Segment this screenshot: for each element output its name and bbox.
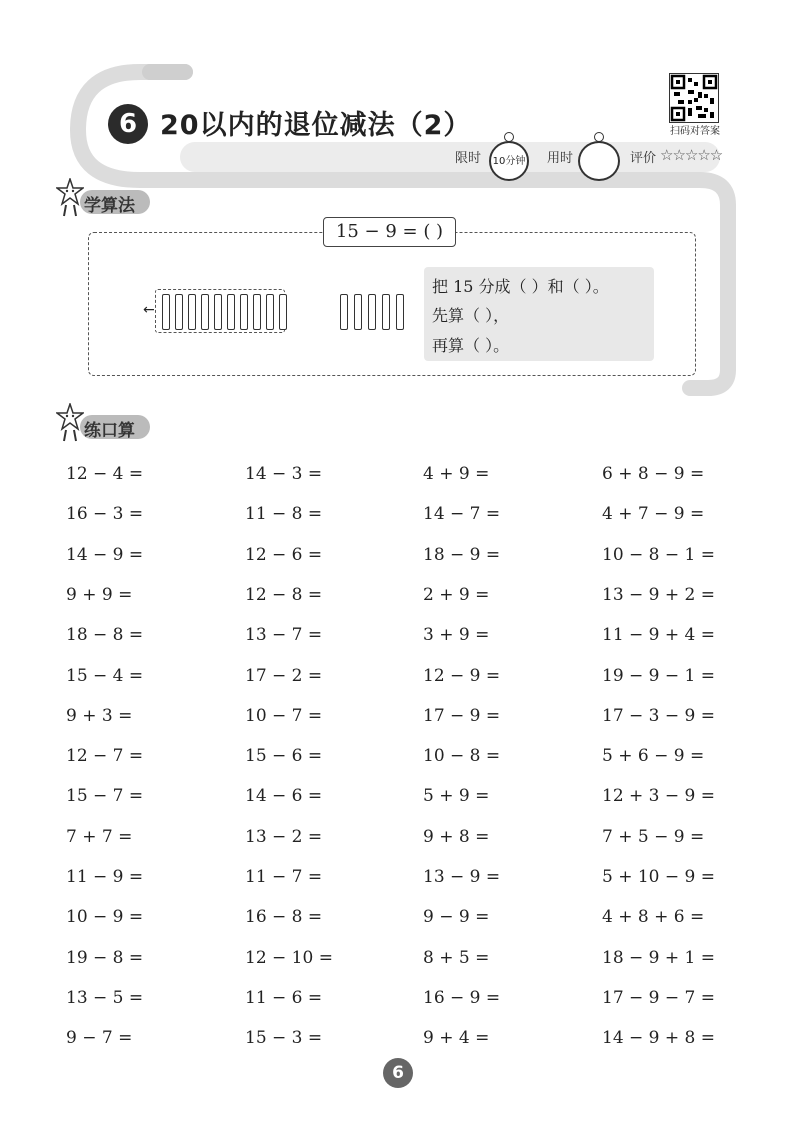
exercise-item[interactable]: 13 − 2 = [245, 826, 323, 847]
exercise-item[interactable]: 7 + 7 = [66, 826, 133, 847]
counting-stick [266, 294, 274, 330]
counting-stick [340, 294, 348, 330]
exercise-item[interactable]: 5 + 6 − 9 = [602, 746, 705, 767]
fill-line-then[interactable]: 再算（ ）。 [432, 336, 510, 355]
exercise-item[interactable]: 12 + 3 − 9 = [602, 786, 716, 807]
exercise-item[interactable]: 15 − 4 = [66, 665, 144, 686]
time-used-label: 用时 [547, 151, 574, 166]
exercise-item[interactable]: 5 + 9 = [423, 786, 490, 807]
exercise-item[interactable]: 4 + 7 − 9 = [602, 504, 705, 525]
counting-stick [368, 294, 376, 330]
qr-caption: 扫码对答案 [670, 126, 720, 137]
exercise-item[interactable]: 10 − 8 = [423, 746, 501, 767]
exercise-item[interactable]: 18 − 9 + 1 = [602, 947, 716, 968]
lesson-number-badge: 6 [108, 104, 148, 144]
exercise-item[interactable]: 10 − 8 − 1 = [602, 544, 716, 565]
exercise-item[interactable]: 11 − 7 = [245, 867, 323, 887]
exercise-item[interactable]: 14 − 6 = [245, 786, 323, 807]
exercise-item[interactable]: 2 + 9 = [423, 584, 490, 605]
time-used-clock-icon[interactable] [578, 141, 620, 181]
exercise-item[interactable]: 3 + 9 = [423, 625, 490, 646]
practice-section-label: 练口算 [84, 421, 135, 441]
clock-knob-icon [504, 132, 514, 142]
method-equation: 15 − 9 = ( ) [323, 217, 456, 247]
time-limit-value: 10分钟 [492, 156, 526, 167]
exercise-item[interactable]: 13 − 9 = [423, 867, 501, 887]
exercise-item[interactable]: 12 − 9 = [423, 665, 501, 686]
exercise-item[interactable]: 10 − 7 = [245, 705, 323, 726]
exercise-item[interactable]: 12 − 6 = [245, 544, 323, 565]
counting-stick [175, 294, 183, 330]
exercise-item[interactable]: 10 − 9 = [66, 907, 144, 928]
fill-line-first[interactable]: 先算（ ）， [432, 306, 510, 325]
exercise-item[interactable]: 9 − 7 = [66, 1028, 133, 1049]
counting-stick [227, 294, 235, 330]
qr-code-icon[interactable] [669, 73, 719, 123]
exercise-item[interactable]: 14 − 9 = [66, 544, 144, 565]
exercise-item[interactable]: 17 − 9 = [423, 705, 501, 726]
exercise-item[interactable]: 7 + 5 − 9 = [602, 826, 705, 847]
exercise-item[interactable]: 4 + 8 + 6 = [602, 907, 705, 928]
counting-stick [162, 294, 170, 330]
exercise-item[interactable]: 12 − 8 = [245, 584, 323, 605]
exercise-item[interactable]: 9 + 4 = [423, 1028, 490, 1049]
exercise-item[interactable]: 15 − 6 = [245, 746, 323, 767]
exercise-item[interactable]: 12 − 10 = [245, 947, 333, 968]
exercise-item[interactable]: 17 − 3 − 9 = [602, 705, 716, 726]
exercise-item[interactable]: 9 − 9 = [423, 907, 490, 928]
arrow-left-icon: ← [143, 302, 155, 318]
counting-stick [214, 294, 222, 330]
rating-stars[interactable]: ☆☆☆☆☆ [660, 146, 723, 164]
clock-knob-icon [594, 132, 604, 142]
rating-label: 评价 [630, 151, 657, 166]
exercise-item[interactable]: 9 + 3 = [66, 705, 133, 726]
exercise-item[interactable]: 13 − 5 = [66, 987, 144, 1008]
exercise-item[interactable]: 15 − 7 = [66, 786, 144, 807]
exercise-item[interactable]: 18 − 8 = [66, 625, 144, 646]
exercise-item[interactable]: 12 − 4 = [66, 464, 144, 484]
counting-stick [240, 294, 248, 330]
exercise-item[interactable]: 17 − 9 − 7 = [602, 987, 716, 1008]
exercise-item[interactable]: 4 + 9 = [423, 464, 490, 484]
learn-section-label: 学算法 [84, 196, 135, 216]
exercise-item[interactable]: 16 − 9 = [423, 987, 501, 1008]
exercise-item[interactable]: 18 − 9 = [423, 544, 501, 565]
counting-stick [354, 294, 362, 330]
exercise-item[interactable]: 16 − 3 = [66, 504, 144, 525]
page-number: 6 [383, 1058, 413, 1088]
counting-stick [253, 294, 261, 330]
exercise-item[interactable]: 19 − 8 = [66, 947, 144, 968]
counting-stick [279, 294, 287, 330]
exercise-item[interactable]: 8 + 5 = [423, 947, 490, 968]
exercise-item[interactable]: 11 − 8 = [245, 504, 323, 525]
exercise-item[interactable]: 13 − 9 + 2 = [602, 584, 716, 605]
counting-stick [201, 294, 209, 330]
fill-line-split[interactable]: 把 15 分成（ ）和（ ）。 [432, 277, 609, 296]
exercise-item[interactable]: 13 − 7 = [245, 625, 323, 646]
exercise-item[interactable]: 12 − 7 = [66, 746, 144, 767]
page-title: 20以内的退位减法（2） [160, 110, 472, 141]
exercise-item[interactable]: 19 − 9 − 1 = [602, 665, 716, 686]
exercise-item[interactable]: 16 − 8 = [245, 907, 323, 928]
counting-stick [188, 294, 196, 330]
exercise-item[interactable]: 11 − 9 = [66, 867, 144, 887]
counting-stick [382, 294, 390, 330]
exercise-item[interactable]: 11 − 9 + 4 = [602, 625, 716, 646]
exercise-item[interactable]: 14 − 7 = [423, 504, 501, 525]
exercise-item[interactable]: 14 − 3 = [245, 464, 323, 484]
time-limit-clock-icon [489, 141, 529, 181]
exercise-item[interactable]: 15 − 3 = [245, 1028, 323, 1049]
exercise-item[interactable]: 14 − 9 + 8 = [602, 1028, 716, 1049]
counting-stick [396, 294, 404, 330]
exercise-item[interactable]: 5 + 10 − 9 = [602, 867, 716, 887]
time-limit-label: 限时 [455, 151, 482, 166]
exercise-item[interactable]: 9 + 8 = [423, 826, 490, 847]
exercise-item[interactable]: 11 − 6 = [245, 987, 323, 1008]
exercise-item[interactable]: 9 + 9 = [66, 584, 133, 605]
exercise-item[interactable]: 17 − 2 = [245, 665, 323, 686]
exercise-item[interactable]: 6 + 8 − 9 = [602, 464, 705, 484]
